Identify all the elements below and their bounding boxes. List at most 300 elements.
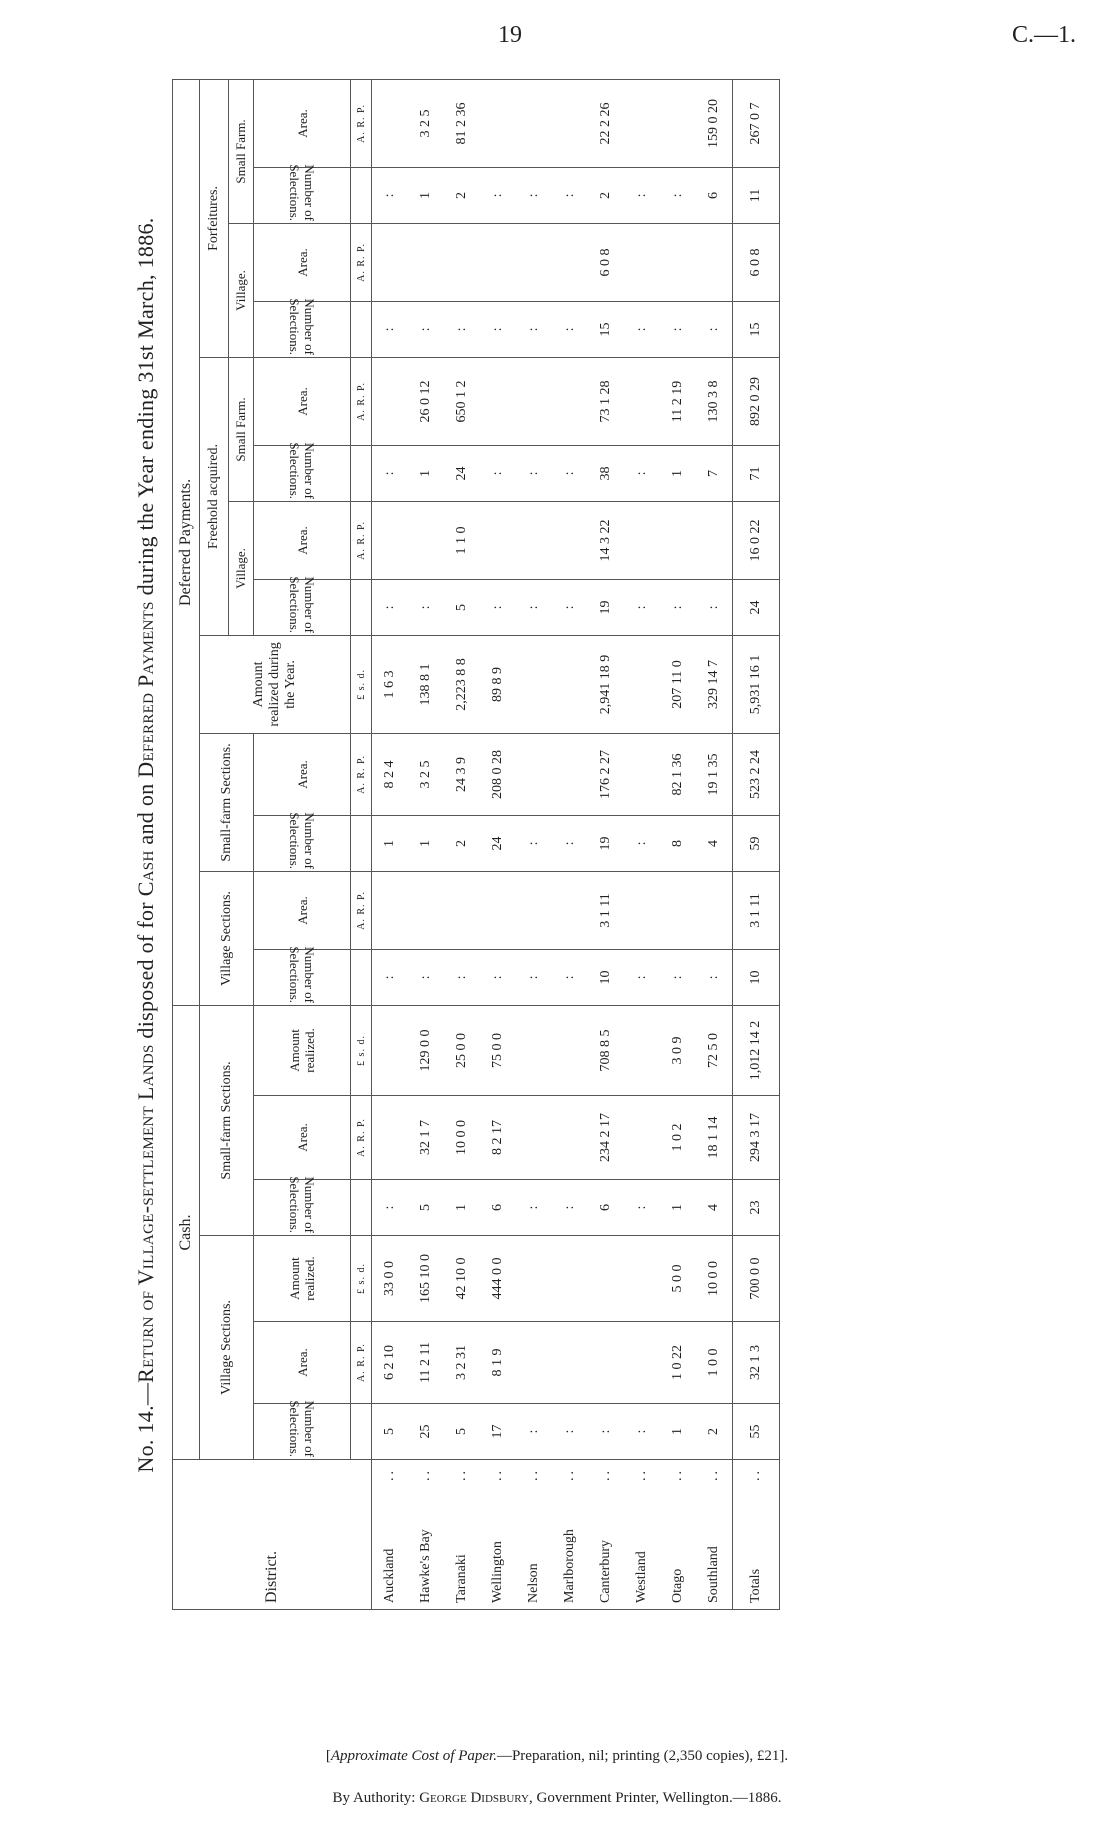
cell-f-v-n: : <box>624 579 660 635</box>
cell-c-s-a: 18 1 14 <box>696 1096 733 1180</box>
dp-village-sections-header: Village Sections. <box>200 871 254 1005</box>
cell-x-s-n: : <box>516 167 552 223</box>
district-name: Hawke's Bay <box>418 1529 433 1603</box>
leader-dots: .. <box>454 1468 469 1481</box>
col-header-selections: Number of Selections. <box>254 167 351 223</box>
col-header-area: Area. <box>254 1096 351 1180</box>
authority-prefix: By Authority: <box>332 1790 420 1806</box>
cell-c-s-n: : <box>552 1180 588 1236</box>
cell-d-s-n: 1 <box>372 815 409 871</box>
cell-x-v-n: 15 <box>588 301 624 357</box>
cell-f-v-a <box>552 501 588 579</box>
unit-arp: A. R. P. <box>351 1096 372 1180</box>
cell-c-v-n: : <box>588 1404 624 1460</box>
cost-note-italic: Approximate Cost of Paper. <box>330 1748 497 1764</box>
cell-f-v-n: : <box>372 579 409 635</box>
cell-c-s-n: 6 <box>480 1180 516 1236</box>
cell-c-s-amt <box>552 1005 588 1095</box>
table-row <box>660 79 696 1609</box>
cell-c-s-amt: 708 8 5 <box>588 1005 624 1095</box>
unit-arp: A. R. P. <box>351 357 372 445</box>
leader-dots: .. <box>526 1468 541 1481</box>
cell-c-s-n: 5 <box>408 1180 444 1236</box>
unit-arp: A. R. P. <box>351 1322 372 1404</box>
cell-f-s-n: 38 <box>588 445 624 501</box>
printer-authority-line <box>0 1790 1114 1807</box>
cell-d-v-n: : <box>408 949 444 1005</box>
dp-small-farm-sections-header: Small-farm Sections. <box>200 733 254 871</box>
totals-row <box>733 79 780 1609</box>
cell-c-s-a: 294 3 17 <box>733 1096 780 1180</box>
district-cell <box>444 1460 480 1610</box>
cell-c-s-n: 4 <box>696 1180 733 1236</box>
cell-d-v-a <box>696 871 733 949</box>
col-header-area: Area. <box>254 79 351 167</box>
leader-dots: .. <box>490 1468 505 1481</box>
cell-d-amt: 89 8 9 <box>480 635 516 733</box>
table-row <box>408 79 444 1609</box>
cell-x-v-n: : <box>552 301 588 357</box>
col-header-amount: Amount realized. <box>254 1005 351 1095</box>
cell-f-v-a <box>696 501 733 579</box>
cell-c-s-a <box>624 1096 660 1180</box>
cell-d-s-a: 82 1 36 <box>660 733 696 815</box>
cell-f-s-n: : <box>624 445 660 501</box>
district-cell <box>552 1460 588 1610</box>
cell-x-v-a <box>624 223 660 301</box>
title-suffix: during the Year ending 31st March, 1886. <box>133 217 158 602</box>
col-header-selections: Number of Selections. <box>254 1180 351 1236</box>
cell-c-v-amt: 42 10 0 <box>444 1236 480 1322</box>
title-smallcaps-2: Cash <box>133 850 158 897</box>
unit-lsd: £ s. d. <box>351 635 372 733</box>
cell-c-v-a: 1 0 22 <box>660 1322 696 1404</box>
cell-f-v-a <box>516 501 552 579</box>
unit-blank <box>351 301 372 357</box>
cell-d-s-n: 24 <box>480 815 516 871</box>
leader-dots: .. <box>382 1468 397 1481</box>
freehold-village-header: Village. <box>229 501 254 635</box>
cell-d-s-a: 523 2 24 <box>733 733 780 815</box>
cell-f-v-n: : <box>696 579 733 635</box>
cell-x-v-n: : <box>372 301 409 357</box>
cell-f-v-a <box>372 501 409 579</box>
cell-f-s-a: 73 1 28 <box>588 357 624 445</box>
district-cell <box>588 1460 624 1610</box>
cell-d-amt: 2,223 8 8 <box>444 635 480 733</box>
title-smallcaps-3: Deferred Payments <box>133 601 158 778</box>
cell-f-v-a <box>480 501 516 579</box>
cell-c-v-n: 2 <box>696 1404 733 1460</box>
cell-x-v-a <box>408 223 444 301</box>
cell-c-s-amt: 1,012 14 2 <box>733 1005 780 1095</box>
district-cell <box>408 1460 444 1610</box>
unit-blank <box>351 579 372 635</box>
cash-village-sections-header: Village Sections. <box>200 1236 254 1460</box>
table-title <box>130 80 162 1610</box>
cell-c-s-amt <box>372 1005 409 1095</box>
cell-f-v-a: 14 3 22 <box>588 501 624 579</box>
cell-c-v-a <box>516 1322 552 1404</box>
cell-d-v-n: : <box>696 949 733 1005</box>
cell-d-v-a <box>408 871 444 949</box>
table-row <box>624 79 660 1609</box>
cell-f-s-a: 11 2 19 <box>660 357 696 445</box>
cell-c-v-n: : <box>516 1404 552 1460</box>
cell-x-v-a <box>696 223 733 301</box>
cell-d-v-n: : <box>444 949 480 1005</box>
col-header-selections: Number of Selections. <box>254 579 351 635</box>
cell-d-s-a: 3 2 5 <box>408 733 444 815</box>
cell-d-v-n: 10 <box>588 949 624 1005</box>
cell-d-v-a: 3 1 11 <box>733 871 780 949</box>
district-name: Auckland <box>382 1548 397 1603</box>
cell-f-v-n: 5 <box>444 579 480 635</box>
cell-c-s-amt: 3 0 9 <box>660 1005 696 1095</box>
cell-d-s-a: 19 1 35 <box>696 733 733 815</box>
cell-c-v-a <box>624 1322 660 1404</box>
cell-c-s-n: 1 <box>444 1180 480 1236</box>
cell-c-v-amt <box>588 1236 624 1322</box>
col-header-selections: Number of Selections. <box>254 815 351 871</box>
col-header-area: Area. <box>254 223 351 301</box>
cell-d-v-a <box>444 871 480 949</box>
cell-c-v-amt <box>516 1236 552 1322</box>
cell-x-s-a <box>480 79 516 167</box>
col-header-selections: Number of Selections. <box>254 301 351 357</box>
cell-d-v-a <box>480 871 516 949</box>
cell-x-v-a <box>552 223 588 301</box>
title-smallcaps-1: Return of Village-settlement Lands <box>133 1044 158 1383</box>
cell-x-v-n: : <box>516 301 552 357</box>
col-header-area: Area. <box>254 1322 351 1404</box>
leader-dots: .. <box>706 1468 721 1481</box>
cell-c-v-amt <box>624 1236 660 1322</box>
freehold-small-farm-header: Small Farm. <box>229 357 254 501</box>
cell-d-v-a <box>624 871 660 949</box>
cell-c-v-a <box>588 1322 624 1404</box>
cell-f-v-n: : <box>408 579 444 635</box>
cell-c-v-amt: 33 0 0 <box>372 1236 409 1322</box>
cell-c-s-amt <box>624 1005 660 1095</box>
cell-d-amt: 207 11 0 <box>660 635 696 733</box>
cell-x-v-a <box>516 223 552 301</box>
leader-dots: .. <box>598 1468 613 1481</box>
authority-suffix: , Government Printer, Wellington.—1886. <box>528 1790 782 1806</box>
cell-d-s-a: 24 3 9 <box>444 733 480 815</box>
forfeitures-header: Forfeitures. <box>200 79 229 357</box>
cell-x-s-n: 11 <box>733 167 780 223</box>
unit-lsd: £ s. d. <box>351 1236 372 1322</box>
district-name: Marlborough <box>562 1529 577 1603</box>
cell-d-s-a <box>516 733 552 815</box>
cell-x-s-n: : <box>660 167 696 223</box>
village-settlement-return-table <box>172 79 780 1610</box>
unit-blank <box>351 815 372 871</box>
rotated-return-table-block <box>130 80 870 1610</box>
district-cell <box>516 1460 552 1610</box>
cell-d-s-n: 59 <box>733 815 780 871</box>
cell-c-v-a <box>552 1322 588 1404</box>
cell-f-v-a: 1 1 0 <box>444 501 480 579</box>
cell-d-amt: 2,941 18 9 <box>588 635 624 733</box>
cell-d-s-a <box>552 733 588 815</box>
cell-c-v-a: 3 2 31 <box>444 1322 480 1404</box>
leader-dots: .. <box>748 1468 763 1481</box>
district-cell <box>480 1460 516 1610</box>
cell-c-s-amt <box>516 1005 552 1095</box>
cell-c-v-amt: 444 0 0 <box>480 1236 516 1322</box>
unit-arp: A. R. P. <box>351 79 372 167</box>
cell-f-v-n: : <box>552 579 588 635</box>
cell-f-s-n: : <box>480 445 516 501</box>
cell-c-v-amt <box>552 1236 588 1322</box>
cash-header: Cash. <box>173 1005 200 1459</box>
cell-c-v-a: 6 2 10 <box>372 1322 409 1404</box>
cell-c-s-a: 10 0 0 <box>444 1096 480 1180</box>
deferred-payments-header: Deferred Payments. <box>173 79 200 1005</box>
cell-c-s-a <box>372 1096 409 1180</box>
cell-f-s-n: : <box>552 445 588 501</box>
cell-f-s-a <box>372 357 409 445</box>
cell-x-v-a <box>660 223 696 301</box>
cell-d-amt <box>624 635 660 733</box>
cell-d-s-n: 19 <box>588 815 624 871</box>
cell-c-s-n: : <box>516 1180 552 1236</box>
col-header-selections: Number of Selections. <box>254 445 351 501</box>
cell-x-v-a <box>444 223 480 301</box>
document-reference: C.—1. <box>1011 22 1076 48</box>
cell-f-s-n: 24 <box>444 445 480 501</box>
table-row <box>696 79 733 1609</box>
cell-f-s-n: : <box>372 445 409 501</box>
table-row <box>516 79 552 1609</box>
cell-x-s-a <box>624 79 660 167</box>
leader-dots: .. <box>418 1468 433 1481</box>
cell-c-s-amt: 25 0 0 <box>444 1005 480 1095</box>
col-header-amount: Amount realized. <box>254 1236 351 1322</box>
cell-d-v-n: : <box>372 949 409 1005</box>
cell-f-v-n: : <box>660 579 696 635</box>
unit-blank <box>351 1180 372 1236</box>
unit-blank <box>351 445 372 501</box>
cell-x-s-a <box>516 79 552 167</box>
cell-c-v-n: 55 <box>733 1404 780 1460</box>
cell-f-s-n: : <box>516 445 552 501</box>
cell-f-s-a: 26 0 12 <box>408 357 444 445</box>
cell-x-v-n: : <box>660 301 696 357</box>
amount-realized-year-header: Amount realized during the Year. <box>200 635 351 733</box>
cell-x-v-n: : <box>408 301 444 357</box>
cell-d-s-n: : <box>516 815 552 871</box>
cell-f-v-n: : <box>516 579 552 635</box>
cell-f-s-a <box>624 357 660 445</box>
col-header-area: Area. <box>254 501 351 579</box>
cell-d-amt <box>516 635 552 733</box>
cell-x-s-n: : <box>480 167 516 223</box>
cell-c-s-amt: 72 5 0 <box>696 1005 733 1095</box>
cell-f-s-a: 892 0 29 <box>733 357 780 445</box>
cell-f-s-n: 7 <box>696 445 733 501</box>
cell-c-v-a: 11 2 11 <box>408 1322 444 1404</box>
cell-c-v-amt: 10 0 0 <box>696 1236 733 1322</box>
cell-f-v-a <box>624 501 660 579</box>
title-mid-1: disposed of for <box>133 896 158 1045</box>
cell-x-v-a: 6 0 8 <box>733 223 780 301</box>
table-row <box>480 79 516 1609</box>
unit-blank <box>351 167 372 223</box>
cell-d-amt: 1 6 3 <box>372 635 409 733</box>
cell-d-s-n: 8 <box>660 815 696 871</box>
cash-small-farm-sections-header: Small-farm Sections. <box>200 1005 254 1235</box>
district-name: Totals <box>748 1568 763 1603</box>
cell-d-s-a: 176 2 27 <box>588 733 624 815</box>
cell-x-s-n: : <box>552 167 588 223</box>
cell-c-v-n: : <box>552 1404 588 1460</box>
district-header: District. <box>173 1460 372 1610</box>
cell-x-v-a <box>480 223 516 301</box>
cell-d-v-n: : <box>516 949 552 1005</box>
cell-c-v-n: 1 <box>660 1404 696 1460</box>
cell-x-s-n: 6 <box>696 167 733 223</box>
cell-c-s-a: 32 1 7 <box>408 1096 444 1180</box>
cell-c-s-n: 6 <box>588 1180 624 1236</box>
col-header-selections: Number of Selections. <box>254 949 351 1005</box>
cell-x-v-n: : <box>696 301 733 357</box>
cell-x-s-a <box>660 79 696 167</box>
district-name: Nelson <box>526 1563 541 1603</box>
cell-x-s-n: 2 <box>444 167 480 223</box>
cell-d-v-a <box>372 871 409 949</box>
cell-f-v-n: : <box>480 579 516 635</box>
cost-note: [Approximate Cost of Paper.—Preparation, nil; printing (2,350 copies), £21]. <box>325 1748 789 1764</box>
unit-arp: A. R. P. <box>351 871 372 949</box>
cell-c-s-n: 23 <box>733 1180 780 1236</box>
cell-x-v-n: : <box>444 301 480 357</box>
cell-x-s-n: : <box>372 167 409 223</box>
cost-note-rest: —Preparation, nil; printing (2,350 copies), £21]. <box>496 1748 789 1764</box>
table-row <box>588 79 624 1609</box>
col-header-area: Area. <box>254 357 351 445</box>
cell-f-v-n: 24 <box>733 579 780 635</box>
cell-d-v-a <box>552 871 588 949</box>
district-cell <box>733 1460 780 1610</box>
forfeit-small-farm-header: Small Farm. <box>229 79 254 223</box>
cell-c-v-amt: 5 0 0 <box>660 1236 696 1322</box>
cell-d-amt: 5,931 16 1 <box>733 635 780 733</box>
cell-f-s-n: 1 <box>660 445 696 501</box>
table-row <box>552 79 588 1609</box>
cell-f-v-a <box>660 501 696 579</box>
district-name: Wellington <box>490 1541 505 1603</box>
table-row <box>444 79 480 1609</box>
cell-c-v-a: 8 1 9 <box>480 1322 516 1404</box>
printer-name: George Didsbury <box>419 1790 529 1806</box>
cell-f-v-a: 16 0 22 <box>733 501 780 579</box>
district-name: Southland <box>706 1546 721 1603</box>
cell-c-v-n: 17 <box>480 1404 516 1460</box>
cell-d-s-n: 2 <box>444 815 480 871</box>
cell-d-amt: 138 8 1 <box>408 635 444 733</box>
cell-x-s-a: 159 0 20 <box>696 79 733 167</box>
cell-x-v-a: 6 0 8 <box>588 223 624 301</box>
cell-d-v-n: : <box>552 949 588 1005</box>
cell-c-s-a <box>516 1096 552 1180</box>
cell-c-v-amt: 165 10 0 <box>408 1236 444 1322</box>
cell-f-v-a <box>408 501 444 579</box>
district-cell <box>624 1460 660 1610</box>
cell-c-v-n: 25 <box>408 1404 444 1460</box>
cell-d-s-a: 208 0 28 <box>480 733 516 815</box>
cell-x-v-n: 15 <box>733 301 780 357</box>
cell-d-s-n: : <box>624 815 660 871</box>
cell-x-s-n: 2 <box>588 167 624 223</box>
unit-blank <box>351 1404 372 1460</box>
table-row <box>372 79 409 1609</box>
unit-lsd: £ s. d. <box>351 1005 372 1095</box>
cell-x-s-n: : <box>624 167 660 223</box>
cell-c-s-a: 1 0 2 <box>660 1096 696 1180</box>
cell-x-v-n: : <box>624 301 660 357</box>
forfeit-village-header: Village. <box>229 223 254 357</box>
cell-x-s-a: 81 2 36 <box>444 79 480 167</box>
cell-c-v-amt: 700 0 0 <box>733 1236 780 1322</box>
cell-x-s-a: 22 2 26 <box>588 79 624 167</box>
district-cell <box>660 1460 696 1610</box>
unit-arp: A. R. P. <box>351 501 372 579</box>
table-body <box>372 79 780 1609</box>
cell-c-v-a: 1 0 0 <box>696 1322 733 1404</box>
leader-dots: .. <box>670 1468 685 1481</box>
cell-x-v-a <box>372 223 409 301</box>
cell-x-s-a <box>552 79 588 167</box>
cell-c-v-n: : <box>624 1404 660 1460</box>
unit-arp: A. R. P. <box>351 733 372 815</box>
cell-f-s-a: 130 3 8 <box>696 357 733 445</box>
unit-blank <box>351 949 372 1005</box>
cell-d-s-a <box>624 733 660 815</box>
page-number: 19 <box>498 22 522 48</box>
district-cell <box>696 1460 733 1610</box>
cell-c-s-a <box>552 1096 588 1180</box>
col-header-area: Area. <box>254 871 351 949</box>
cell-d-v-a <box>516 871 552 949</box>
cell-d-v-n: : <box>624 949 660 1005</box>
cell-x-v-n: : <box>480 301 516 357</box>
cell-c-s-n: : <box>624 1180 660 1236</box>
col-header-selections: Number of Selections. <box>254 1404 351 1460</box>
cell-f-s-a: 650 1 2 <box>444 357 480 445</box>
cell-d-amt <box>552 635 588 733</box>
district-name: Westland <box>634 1551 649 1603</box>
col-header-area: Area. <box>254 733 351 815</box>
cell-c-s-a: 234 2 17 <box>588 1096 624 1180</box>
cell-d-v-n: : <box>480 949 516 1005</box>
cell-d-s-n: 1 <box>408 815 444 871</box>
cell-c-s-amt: 75 0 0 <box>480 1005 516 1095</box>
freehold-acquired-header: Freehold acquired. <box>200 357 229 635</box>
cell-d-amt: 329 14 7 <box>696 635 733 733</box>
cell-f-s-a <box>480 357 516 445</box>
district-name: Otago <box>670 1568 685 1603</box>
district-name: Canterbury <box>598 1540 613 1603</box>
cell-x-s-a <box>372 79 409 167</box>
cell-c-s-a: 8 2 17 <box>480 1096 516 1180</box>
title-prefix: No. 14.— <box>133 1382 158 1473</box>
cell-f-s-a <box>552 357 588 445</box>
cell-c-s-n: 1 <box>660 1180 696 1236</box>
district-name: Taranaki <box>454 1554 469 1603</box>
